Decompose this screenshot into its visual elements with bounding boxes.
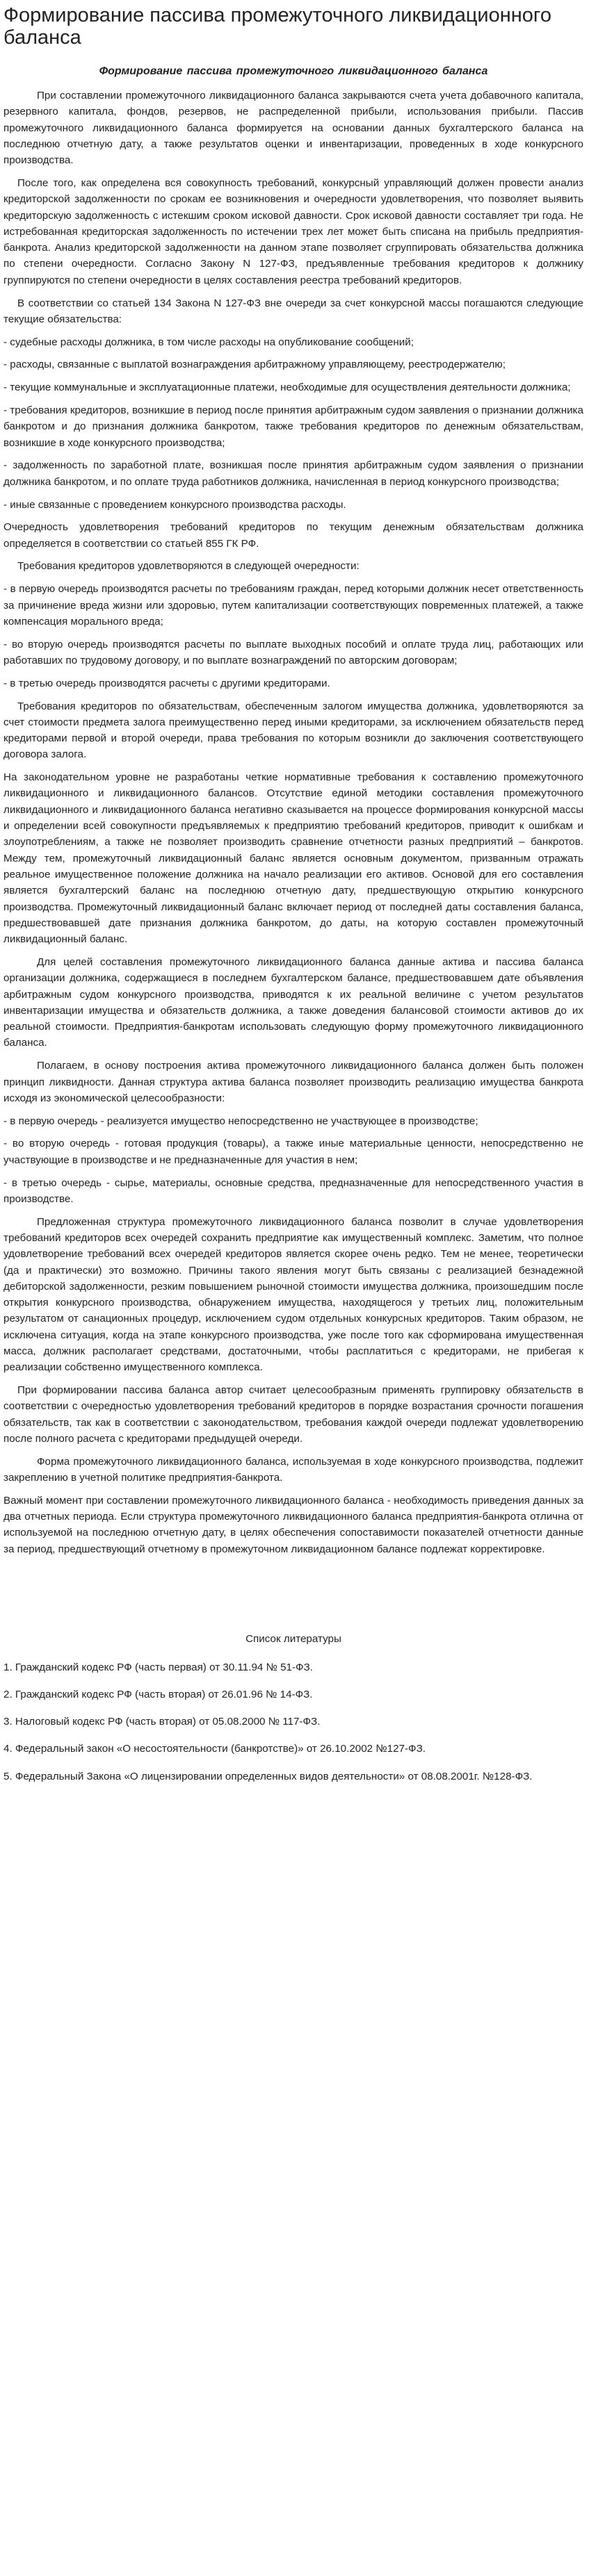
- paragraph: - иные связанные с проведением конкурсного производства расходы.: [3, 498, 346, 511]
- page-title: Формирование пассива промежуточного ликвидационного баланса: [3, 4, 551, 49]
- paragraph: Полагаем, в основу построения актива промежуточного ликвидационного баланса должен быть положен принцип ликвидности. Данная структура актива баланса позволяет производить реализацию имущества банкрота исходя из экономической целесообразности:: [3, 1060, 583, 1104]
- paragraph: Требования кредиторов по обязательствам, обеспеченным залогом имущества должника, удовлетворяются за счет стоимости предмета залога преимущественно перед иными кредиторами, за исключением обязательств перед кредиторами первой и второй очереди, права требования по которым возникли до заключения соответствующего договора залога.: [3, 700, 583, 761]
- paragraph: После того, как определена вся совокупность требований, конкурсный управляющий должен провести анализ кредиторской задолженности по срокам ее возникновения и очередности удовлетворения, что позволяет выявить кредиторскую задолженность с истекшим сроком исковой давности. Срок исковой давности составляет три года. Не истребованная кредиторская задолженность по истечении трех лет может быть списана на прибыль предприятия-банкрота. Анализ кредиторской задолженности на данном этапе позволяет сгруппировать обязательства должника по степени очередности. Согласно Закону N 127-ФЗ, предъявленные требования кредиторов к должнику группируются по степени очередности в целях составления реестра требований кредиторов.: [3, 177, 583, 286]
- reference-item: 3. Налоговый кодекс РФ (часть вторая) от 05.08.2000 № 117-ФЗ.: [3, 1716, 321, 1728]
- paragraph: Важный момент при составлении промежуточного ликвидационного баланса - необходимость приведения данных за два отчетных периода. Если структура промежуточного ликвидационного баланса предприятия-банкрота отлична от используемой на последнюю отчетную дату, в целях обеспечения сопоставимости показателей отчетности данные за период, предшествующий отчетному в промежуточном ликвидационном балансе подлежат корректировке.: [3, 1494, 583, 1555]
- paragraph: Предложенная структура промежуточного ликвидационного баланса позволит в случае удовлетворения требований кредиторов всех очередей сохранить предприятие как имущественный комплекс. Заметим, что полное удовлетворение требований всех очередей кредиторов является скорее очень редко. Тем не менее, теоретически (да и практически) это возможно. Причины такого явления могут быть связаны с реализацией безнадежной дебиторской задолженности, резким повышением рыночной стоимости имущества должника, произошедшим после открытия конкурсного производства, обнаружением имущества, находящегося у третьих лиц, положительным результатом от санационных процедур, исключением судом отдельных конкурсных кредиторов. Таким образом, не исключена ситуация, когда на этапе конкурсного производства, уже после того как сформирована имущественная масса, должник располагает средствами, достаточными, чтобы расплатиться с кредиторами, не прибегая к реализации собственно имущественного комплекса.: [3, 1215, 583, 1374]
- paragraph: При составлении промежуточного ликвидационного баланса закрываются счета учета добавочного капитала, резервного капитала, фондов, резервов, не распределенной прибыли, использования прибыли. Пассив промежуточного ликвидационного баланса формируется на основании данных бухгалтерского баланса на последнюю отчетную дату, а также результатов оценки и инвентаризации, проведенных в ходе конкурсного производства.: [3, 90, 583, 167]
- paragraph: - в третью очередь производятся расчеты с другими кредиторами.: [3, 677, 330, 689]
- paragraph: - в третью очередь - сырье, материалы, основные средства, предназначенные для непосредственного участия в производстве.: [3, 1176, 583, 1205]
- paragraph: - расходы, связанные с выплатой вознаграждения арбитражному управляющему, реестродержателю;: [3, 359, 506, 371]
- paragraph: - требования кредиторов, возникшие в период после принятия арбитражным судом заявления о признании должника банкротом и до признания должника банкротом, также требования кредиторов по денежным обязательствам, возникшие в ходе конкурсного производства;: [3, 404, 583, 449]
- paragraph: На законодательном уровне не разработаны четкие нормативные требования к составлению промежуточного ликвидационного и ликвидационного балансов. Отсутствие единой методики составления промежуточного ликвидационного и ликвидационного баланса негативно сказывается на процессе формирования конкурсной массы и определении всей совокупности предъявляемых к предприятию требований кредиторов, приводит к ошибкам и злоупотреблениям, а также не позволяет производить сравнение отчетности разных предприятий – банкротов. Между тем, промежуточный ликвидационный баланс является основным документом, призванным отражать реальное имущественное положение должника на начало реализации его активов. Основой для его составления является бухгалтерский баланс на последнюю отчетную дату, предшествующую открытию конкурсного производства. Промежуточный ликвидационный баланс включает период от последней даты составления баланса, предшествовавшей дате признания должника банкротом, до даты, на которую составлен промежуточный ликвидационный баланс.: [3, 771, 583, 946]
- paragraph: Для целей составления промежуточного ликвидационного баланса данные актива и пассива баланса организации должника, содержащиеся в последнем бухгалтерском балансе, предшествовавшем дате объявления арбитражным судом конкурсного производства, приводятся к их реальной величине с учетом результатов инвентаризации имущества и обязательств должника, а также доведения балансовой стоимости активов до их реальной стоимости. Предприятия-банкротам использовать следующую форму промежуточного ликвидационного баланса.: [3, 955, 583, 1049]
- article-body: [3, 88, 583, 1557]
- reference-item: 2. Гражданский кодекс РФ (часть вторая) от 26.01.96 № 14-ФЗ.: [3, 1688, 313, 1700]
- article-subtitle: Формирование пассива промежуточного ликвидационного баланса: [99, 65, 488, 77]
- references-list: [3, 1659, 583, 1785]
- paragraph: Требования кредиторов удовлетворяются в следующей очередности:: [17, 560, 360, 573]
- reference-item: 4. Федеральный закон «О несостоятельности (банкротстве)» от 26.10.2002 №127-ФЗ.: [3, 1743, 426, 1755]
- spacer: [3, 1564, 583, 1631]
- paragraph: - задолженность по заработной плате, возникшая после принятия арбитражным судом заявления о признании должника банкротом, и по оплате труда работников должника, начисленная в период конкурсного производства;: [3, 459, 583, 488]
- reference-item: 1. Гражданский кодекс РФ (часть первая) от 30.11.94 № 51-ФЗ.: [3, 1661, 313, 1673]
- paragraph: - во вторую очередь производятся расчеты по выплате выходных пособий и оплате труда лиц, работающих или работавших по трудовому договору, и по выплате вознаграждений по авторским договорам;: [3, 638, 583, 666]
- paragraph: Форма промежуточного ликвидационного баланса, используемая в ходе конкурсного производства, подлежит закреплению в учетной политике предприятия-банкрота.: [3, 1455, 583, 1484]
- paragraph: Очередность удовлетворения требований кредиторов по текущим денежным обязательствам должника определяется в соответствии со статьей 855 ГК РФ.: [3, 521, 583, 550]
- paragraph: В соответствии со статьей 134 Закона N 127-ФЗ вне очереди за счет конкурсной массы погашаются следующие текущие обязательства:: [3, 297, 583, 325]
- paragraph: - во вторую очередь - готовая продукция (товары), а также иные материальные ценности, непосредственно не участвующие в производстве и не предназначенные для участия в нем;: [3, 1138, 583, 1166]
- paragraph: - судебные расходы должника, в том числе расходы на опубликование сообщений;: [3, 336, 414, 348]
- reference-item: 5. Федеральный Закона «О лицензировании определенных видов деятельности» от 08.08.2001г. №128-ФЗ.: [3, 1770, 533, 1782]
- paragraph: - в первую очередь производятся расчеты по требованиям граждан, перед которыми должник несет ответственность за причинение вреда жизни или здоровью, путем капитализации соответствующих повременных платежей, а также компенсация морального вреда;: [3, 583, 583, 627]
- paragraph: При формировании пассива баланса автор считает целесообразным применять группировку обязательств в соответствии с очередностью удовлетворения требований кредиторов в порядке возрастания срочности погашения обязательств, так как в соответствии с законодательством, требования каждой очереди подлежат удовлетворению после полного расчета с кредиторами предыдущей очереди.: [3, 1384, 583, 1445]
- paragraph: - текущие коммунальные и эксплуатационные платежи, необходимые для осуществления деятельности должника;: [3, 382, 571, 394]
- paragraph: - в первую очередь - реализуется имущество непосредственно не участвующее в производстве;: [3, 1115, 478, 1127]
- references-title: Список литературы: [245, 1632, 341, 1645]
